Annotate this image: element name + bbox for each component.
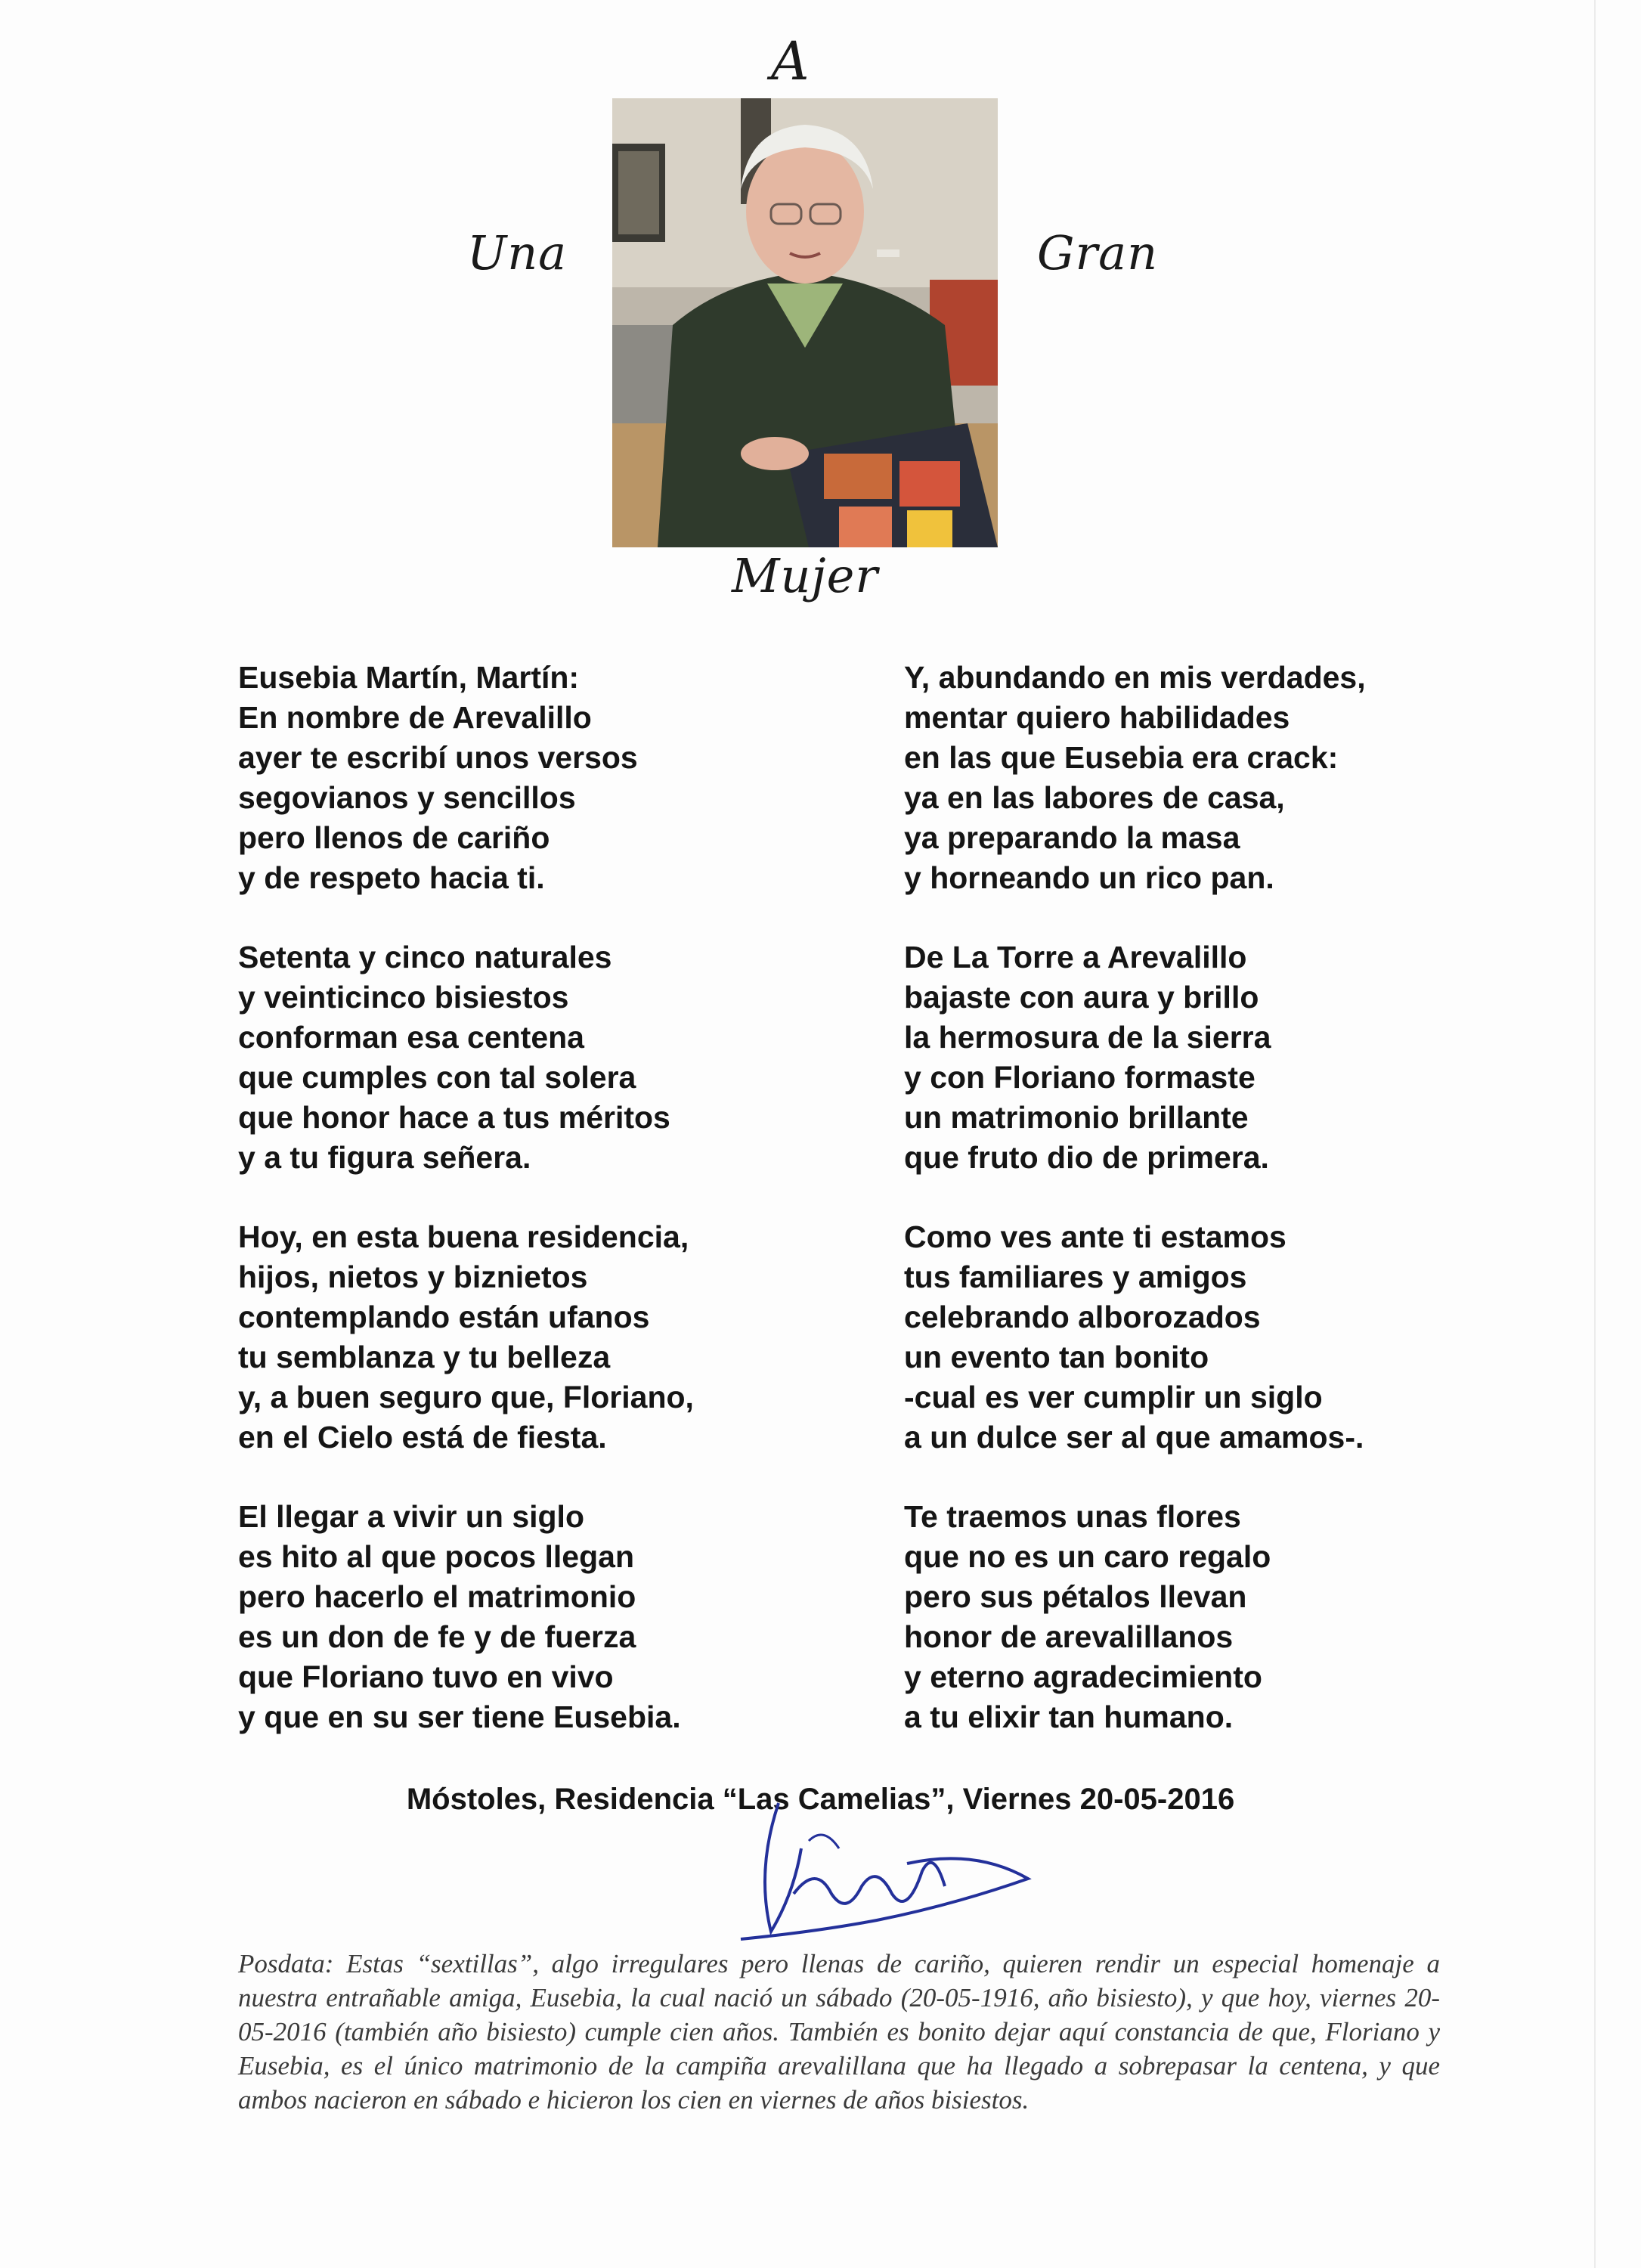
- poem-line: En nombre de Arevalillo: [238, 700, 592, 735]
- poem-line: y horneando un rico pan.: [904, 860, 1274, 895]
- stanza: [238, 1497, 813, 1737]
- poem-line: segovianos y sencillos: [238, 780, 576, 815]
- poem-line: Y, abundando en mis verdades,: [904, 660, 1366, 695]
- poem-line: tus familiares y amigos: [904, 1259, 1247, 1294]
- poem-line: un evento tan bonito: [904, 1340, 1209, 1374]
- poem-line: la hermosura de la sierra: [904, 1020, 1271, 1055]
- scan-edge: [1594, 0, 1596, 2268]
- poem-line: Te traemos unas flores: [904, 1499, 1241, 1534]
- handwritten-signature: [726, 1780, 1043, 1969]
- poem-line: es hito al que pocos llegan: [238, 1539, 634, 1574]
- poem-line: un matrimonio brillante: [904, 1100, 1249, 1135]
- poem-line: Setenta y cinco naturales: [238, 940, 612, 974]
- poem-line: a un dulce ser al que amamos-.: [904, 1420, 1364, 1455]
- poem-line: que no es un caro regalo: [904, 1539, 1271, 1574]
- poem-line: en el Cielo está de fiesta.: [238, 1420, 607, 1455]
- poem-line: ya en las labores de casa,: [904, 780, 1285, 815]
- poem-line: El llegar a vivir un siglo: [238, 1499, 584, 1534]
- poem-line: honor de arevalillanos: [904, 1619, 1234, 1654]
- stanza: [238, 1217, 813, 1458]
- poem-line: tu semblanza y tu belleza: [238, 1340, 611, 1374]
- poem-line: -cual es ver cumplir un siglo: [904, 1380, 1323, 1414]
- poem-line: Como ves ante ti estamos: [904, 1219, 1286, 1254]
- poem-line: pero llenos de cariño: [238, 820, 550, 855]
- poem-line: y eterno agradecimiento: [904, 1659, 1262, 1694]
- poem-line: que fruto dio de primera.: [904, 1140, 1269, 1175]
- poem-line: conforman esa centena: [238, 1020, 584, 1055]
- poem-line: ayer te escribí unos versos: [238, 740, 638, 775]
- poem-line: celebrando alborozados: [904, 1300, 1261, 1334]
- poem-line: que cumples con tal solera: [238, 1060, 636, 1095]
- stanza: [904, 1497, 1478, 1737]
- poem-line: Eusebia Martín, Martín:: [238, 660, 580, 695]
- signoff-line: Móstoles, Residencia “Las Camelias”, Viernes 20-05-2016: [406, 1783, 1235, 1816]
- stanza: [904, 1217, 1478, 1458]
- poem-line: y con Floriano formaste: [904, 1060, 1256, 1095]
- poem-left-column: [238, 658, 813, 1777]
- title-word-mujer: Mujer: [732, 548, 878, 603]
- stanza: [238, 658, 813, 898]
- poem-line: contemplando están ufanos: [238, 1300, 650, 1334]
- poem-line: y de respeto hacia ti.: [238, 860, 545, 895]
- poem-line: y veinticinco bisiestos: [238, 980, 569, 1015]
- poem-line: que Floriano tuvo en vivo: [238, 1659, 614, 1694]
- title-word-gran: Gran: [1037, 225, 1159, 280]
- poem-line: es un don de fe y de fuerza: [238, 1619, 636, 1654]
- stanza: [238, 937, 813, 1178]
- stanza: [904, 937, 1478, 1178]
- poem-line: mentar quiero habilidades: [904, 700, 1290, 735]
- portrait-illustration: [612, 98, 998, 547]
- portrait-photo: [612, 98, 998, 547]
- stanza: [904, 658, 1478, 898]
- title-word-una: Una: [467, 225, 568, 280]
- poem-line: y que en su ser tiene Eusebia.: [238, 1699, 681, 1734]
- poem-line: De La Torre a Arevalillo: [904, 940, 1247, 974]
- poem-right-column: [904, 658, 1478, 1777]
- poem-line: a tu elixir tan humano.: [904, 1699, 1234, 1734]
- poem-line: y a tu figura señera.: [238, 1140, 531, 1175]
- title-word-a: A: [771, 30, 810, 92]
- poem-line: hijos, nietos y biznietos: [238, 1259, 588, 1294]
- poem-line: Hoy, en esta buena residencia,: [238, 1219, 689, 1254]
- postscript-paragraph: Posdata: Estas “sextillas”, algo irregulares pero llenas de cariño, quieren rendir un especial homenaje a nuestra entrañable amiga, Eusebia, la cual nació un sábado (20-05-1916, año bisiesto), y que hoy, viernes 20-05-2016 (también año bisiesto) cumple cien años. También es bonito dejar aquí constancia de que, Floriano y Eusebia, es el único matrimonio de la campiña arevalillana que ha llegado a sobrepasar la centena, y que ambos nacieron en sábado e hicieron los cien en viernes de años bisiestos.: [238, 1949, 1440, 2115]
- poem-line: ya preparando la masa: [904, 820, 1240, 855]
- poem-line: pero hacerlo el matrimonio: [238, 1579, 636, 1614]
- poem-line: que honor hace a tus méritos: [238, 1100, 670, 1135]
- poem-line: en las que Eusebia era crack:: [904, 740, 1339, 775]
- poem-line: y, a buen seguro que, Floriano,: [238, 1380, 694, 1414]
- poem-line: pero sus pétalos llevan: [904, 1579, 1247, 1614]
- poem-line: bajaste con aura y brillo: [904, 980, 1259, 1015]
